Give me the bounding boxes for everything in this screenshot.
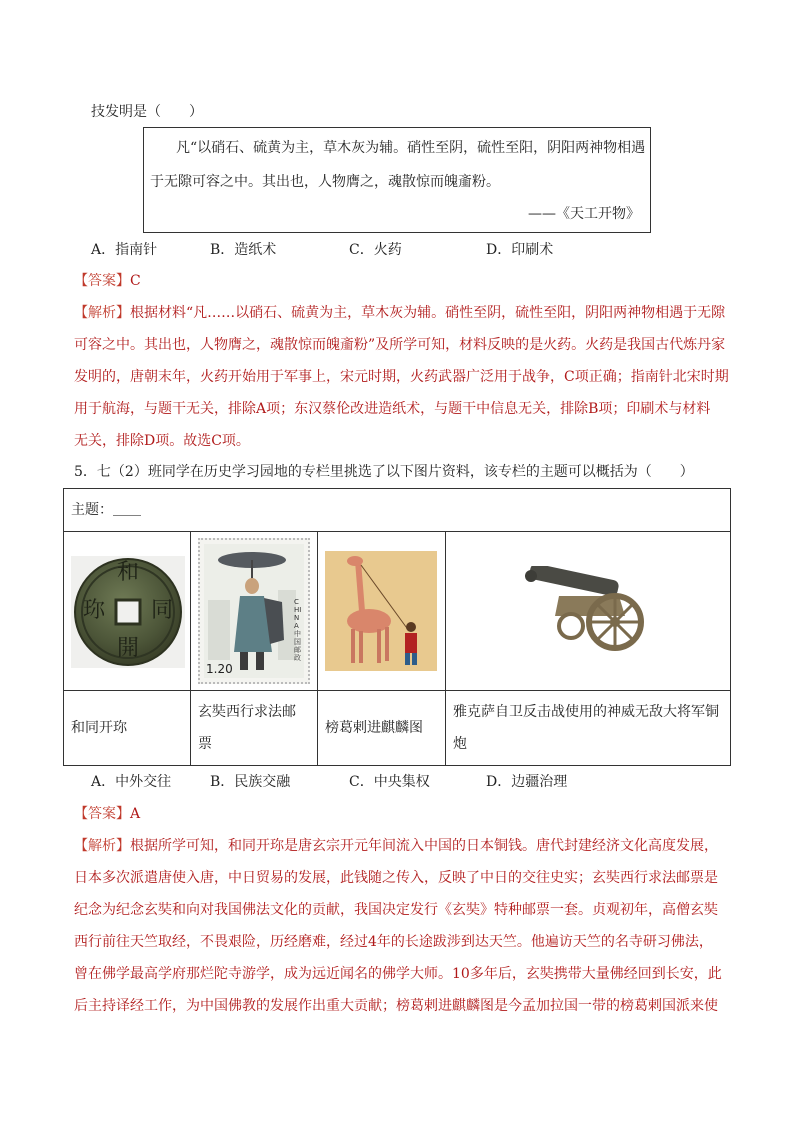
coin-char-right: 同 bbox=[151, 598, 174, 623]
q4-option-d: D．印刷术 bbox=[486, 242, 554, 258]
q4-analysis-line-5: 无关，排除D项。故选C项。 bbox=[74, 433, 250, 449]
q4-analysis-line-1: 【解析】根据材料“凡……以硝石、硫黄为主，草木灰为辅。硝性至阴，硫性至阳，阴阳两神物相遇于无隙 bbox=[74, 305, 726, 321]
q5-option-a: A．中外交往 bbox=[91, 774, 172, 790]
analysis-tag: 【解析】 bbox=[74, 305, 130, 321]
stamp-country: CHINA 中国邮政 bbox=[294, 598, 302, 662]
caption-stamp-line-2: 票 bbox=[198, 736, 212, 752]
q5-analysis-line-3: 纪念为纪念玄奘和向对我国佛法文化的贡献，我国决定发行《玄奘》特种邮票一套。贞观初年，高僧玄奘 bbox=[74, 902, 718, 918]
q5-answer bbox=[74, 804, 140, 824]
q5-analysis-line-2: 日本多次派遣唐使入唐，中日贸易的发展，此钱随之传入，反映了中日的交往史实；玄奘西行求法邮票是 bbox=[74, 870, 718, 886]
q5-table bbox=[63, 488, 731, 766]
q5-stem: 5．七（2）班同学在历史学习园地的专栏里挑选了以下图片资料，该专栏的主题可以概括为（ ） bbox=[74, 464, 694, 480]
stamp-image bbox=[198, 538, 310, 684]
table-topic: 主题：＿＿ bbox=[71, 502, 141, 518]
quote-line-2: 于无隙可容之中。其出也，人物膺之，魂散惊而魄齑粉。 bbox=[150, 174, 500, 190]
q4-analysis-line-2: 可容之中。其出也，人物膺之，魂散惊而魄齑粉”及所学可知，材料反映的是火药。火药是我国古代炼丹家 bbox=[74, 337, 726, 353]
q5-analysis-line-1: 【解析】根据所学可知，和同开珎是唐玄宗开元年间流入中国的日本铜钱。唐代封建经济文化高度发展， bbox=[74, 838, 718, 854]
q4-answer bbox=[74, 271, 141, 291]
caption-cannon-line-2: 炮 bbox=[453, 736, 467, 752]
answer-value: C bbox=[130, 273, 141, 289]
q4-analysis-line-3: 发明的，唐朝末年，火药开始用于军事上，宋元时期，火药武器广泛用于战争，C项正确；指南针北宋时期 bbox=[74, 369, 729, 385]
q5-option-d: D．边疆治理 bbox=[486, 774, 568, 790]
coin-char-bottom: 開 bbox=[117, 636, 140, 661]
q5-option-b: B．民族交融 bbox=[210, 774, 291, 790]
q5-option-c: C．中央集权 bbox=[349, 774, 430, 790]
giraffe-painting-image bbox=[325, 551, 437, 671]
quote-line-1: 凡“以硝石、硫黄为主，草木灰为辅。硝性至阴，硫性至阳，阴阳两神物相遇 bbox=[176, 140, 646, 156]
cannon-image bbox=[525, 566, 645, 656]
quote-source: ——《天工开物》 bbox=[528, 206, 640, 222]
answer-tag: 【答案】 bbox=[74, 806, 130, 822]
q4-option-c: C．火药 bbox=[349, 242, 402, 258]
coin-image bbox=[71, 556, 185, 668]
q4-option-a: A．指南针 bbox=[91, 242, 158, 258]
answer-value: A bbox=[130, 806, 141, 822]
caption-coin: 和同开珎 bbox=[71, 720, 127, 736]
caption-giraffe: 榜葛剌进麒麟图 bbox=[325, 720, 423, 736]
q5-analysis-line-6: 后主持译经工作，为中国佛教的发展作出重大贡献；榜葛剌进麒麟图是今孟加拉国一带的榜葛剌国派来使 bbox=[74, 998, 718, 1014]
caption-cannon-line-1: 雅克萨自卫反击战使用的神威无敌大将军铜 bbox=[453, 704, 719, 720]
q4-analysis-line-4: 用于航海，与题干无关，排除A项；东汉蔡伦改进造纸术，与题干中信息无关，排除B项；印刷术与材料 bbox=[74, 401, 711, 417]
analysis-tag: 【解析】 bbox=[74, 838, 130, 854]
q4-option-b: B．造纸术 bbox=[210, 242, 277, 258]
coin-char-top: 和 bbox=[117, 560, 140, 585]
coin-char-left: 珎 bbox=[83, 598, 106, 623]
quote-box bbox=[143, 127, 651, 233]
q5-analysis-line-4: 西行前往天竺取经，不畏艰险，历经磨难，经过4年的长途跋涉到达天竺。他遍访天竺的名寺研习佛法， bbox=[74, 934, 713, 950]
caption-stamp-line-1: 玄奘西行求法邮 bbox=[198, 704, 296, 720]
answer-tag: 【答案】 bbox=[74, 273, 130, 289]
q5-analysis-line-5: 曾在佛学最高学府那烂陀寺游学，成为远近闻名的佛学大师。10多年后，玄奘携带大量佛经回到长安，此 bbox=[74, 966, 722, 982]
stamp-value: 1.20 bbox=[206, 662, 233, 676]
q4-stem-tail: 技发明是（ ） bbox=[91, 104, 203, 120]
